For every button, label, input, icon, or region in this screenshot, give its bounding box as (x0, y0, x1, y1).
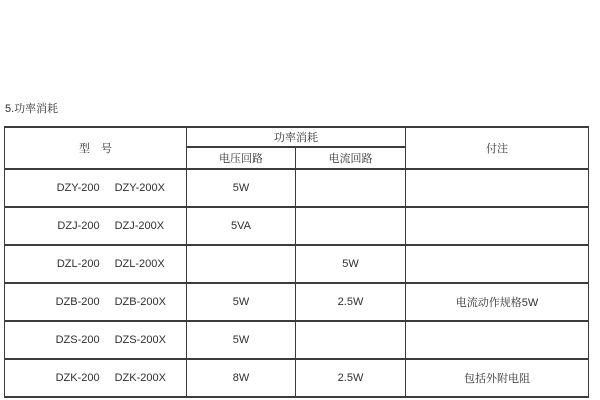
note-cell: 包括外附电阻 (406, 359, 589, 397)
table-row (5, 359, 589, 397)
current-cell (296, 207, 406, 245)
voltage-cell: 5W (187, 283, 296, 321)
model-cell (5, 283, 187, 321)
model-base: DZK-200 (55, 372, 100, 384)
table-row (5, 321, 589, 359)
model-base: DZS-200 (55, 334, 100, 346)
current-cell (296, 321, 406, 359)
model-cell (5, 169, 187, 207)
model-base: DZY-200 (56, 182, 100, 194)
power-consumption-table (4, 126, 589, 398)
note-cell (406, 321, 589, 359)
table-row (5, 207, 589, 245)
col-header-notes: 付注 (406, 127, 589, 169)
model-cell (5, 321, 187, 359)
table-row (5, 245, 589, 283)
header-row-top (5, 127, 589, 147)
model-cell (5, 207, 187, 245)
current-cell: 2.5W (296, 283, 406, 321)
model-base: DZB-200 (55, 296, 100, 308)
model-cell (5, 359, 187, 397)
model-variant: DZY-200X (114, 182, 165, 194)
voltage-cell: 5W (187, 169, 296, 207)
note-cell (406, 245, 589, 283)
current-cell (296, 169, 406, 207)
voltage-cell: 5VA (187, 207, 296, 245)
table-row (5, 283, 589, 321)
note-cell: 电流动作规格5W (406, 283, 589, 321)
col-header-model: 型 号 (5, 127, 187, 169)
section-title: 5.功率消耗 (5, 103, 59, 115)
model-variant: DZL-200X (114, 258, 165, 270)
col-header-voltage-circuit: 电压回路 (187, 147, 296, 169)
voltage-cell: 8W (187, 359, 296, 397)
model-variant: DZJ-200X (114, 220, 165, 232)
voltage-cell: 5W (187, 321, 296, 359)
model-base: DZL-200 (56, 258, 100, 270)
model-cell (5, 245, 187, 283)
col-header-power: 功率消耗 (187, 127, 406, 147)
table-row (5, 169, 589, 207)
model-variant: DZK-200X (114, 372, 166, 384)
current-cell: 5W (296, 245, 406, 283)
model-base: DZJ-200 (57, 220, 100, 232)
current-cell: 2.5W (296, 359, 406, 397)
model-variant: DZS-200X (114, 334, 166, 346)
col-header-current-circuit: 电流回路 (296, 147, 406, 169)
voltage-cell (187, 245, 296, 283)
note-cell (406, 169, 589, 207)
model-variant: DZB-200X (114, 296, 166, 308)
note-cell (406, 207, 589, 245)
